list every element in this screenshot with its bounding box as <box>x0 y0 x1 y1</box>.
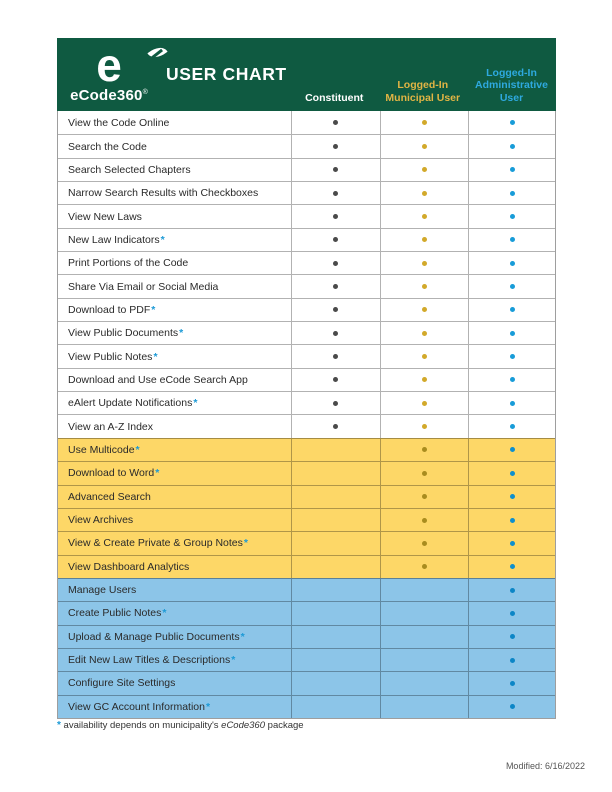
cell-municipal <box>380 532 469 554</box>
availability-dot-admin <box>510 144 515 149</box>
cell-municipal <box>380 649 469 671</box>
availability-dot-municipal <box>422 214 427 219</box>
table-row <box>58 508 555 531</box>
cell-admin <box>468 299 555 321</box>
cell-municipal <box>380 229 469 251</box>
availability-dot-municipal <box>422 307 427 312</box>
availability-asterisk: * <box>135 443 140 456</box>
cell-admin <box>468 649 555 671</box>
cell-admin <box>468 556 555 578</box>
footnote-brand: eCode360 <box>221 720 266 731</box>
availability-dot-municipal <box>422 354 427 359</box>
table-row <box>58 438 555 461</box>
availability-dot-constituent <box>333 354 338 359</box>
cell-constituent <box>291 696 380 718</box>
availability-asterisk: * <box>162 607 167 620</box>
table-row <box>58 158 555 181</box>
table-row <box>58 485 555 508</box>
availability-dot-constituent <box>333 261 338 266</box>
cell-municipal <box>380 509 469 531</box>
availability-asterisk: * <box>205 700 211 713</box>
cell-constituent <box>291 275 380 297</box>
modified-date: Modified: 6/16/2022 <box>505 761 585 771</box>
cell-admin <box>468 602 555 624</box>
availability-dot-constituent <box>333 237 338 242</box>
cell-municipal <box>380 486 469 508</box>
feature-label: Search the Code <box>68 140 147 153</box>
cell-admin <box>468 229 555 251</box>
cell-municipal <box>380 275 469 297</box>
table-row <box>58 391 555 414</box>
cell-municipal <box>380 696 469 718</box>
availability-dot-admin <box>510 424 515 429</box>
cell-admin <box>468 159 555 181</box>
cell-municipal <box>380 369 469 391</box>
availability-dot-municipal <box>422 144 427 149</box>
availability-dot-admin <box>510 261 515 266</box>
table-row <box>58 181 555 204</box>
cell-municipal <box>380 415 469 437</box>
logo-wordmark: eCode360® <box>70 87 148 104</box>
table-row <box>58 414 555 437</box>
availability-asterisk: * <box>153 350 158 363</box>
feature-label: Share Via Email or Social Media <box>68 280 219 293</box>
cell-municipal <box>380 322 469 344</box>
availability-dot-admin <box>510 331 515 336</box>
cell-constituent <box>291 509 380 531</box>
feature-label: New Law Indicators * <box>68 233 165 246</box>
cell-municipal <box>380 205 469 227</box>
cell-municipal <box>380 182 469 204</box>
cell-admin <box>468 252 555 274</box>
cell-constituent <box>291 205 380 227</box>
table-row <box>58 321 555 344</box>
table-body <box>57 111 556 719</box>
cell-admin <box>468 345 555 367</box>
column-header-admin: Logged-In Administrative User <box>475 66 548 104</box>
availability-dot-municipal <box>422 424 427 429</box>
availability-dot-constituent <box>333 401 338 406</box>
cell-admin <box>468 672 555 694</box>
section-all-users <box>58 111 555 438</box>
availability-asterisk: * <box>240 630 245 643</box>
table-row <box>58 601 555 624</box>
cell-admin <box>468 182 555 204</box>
feature-label: View the Code Online <box>68 116 170 129</box>
cell-municipal <box>380 556 469 578</box>
availability-dot-municipal <box>422 518 427 523</box>
availability-dot-admin <box>510 704 515 709</box>
availability-dot-admin <box>510 214 515 219</box>
feature-label: View Public Notes * <box>68 350 158 363</box>
availability-dot-admin <box>510 447 515 452</box>
feature-label: View an A-Z Index <box>68 420 154 433</box>
availability-dot-municipal <box>422 471 427 476</box>
cell-constituent <box>291 462 380 484</box>
availability-dot-admin <box>510 284 515 289</box>
table-header <box>57 38 556 111</box>
table-row <box>58 555 555 578</box>
cell-constituent <box>291 229 380 251</box>
footnote-text: availability depends on municipality's <box>63 720 222 731</box>
availability-dot-admin <box>510 541 515 546</box>
availability-dot-admin <box>510 634 515 639</box>
cell-constituent <box>291 602 380 624</box>
feature-label: View GC Account Information * <box>68 700 211 713</box>
availability-dot-municipal <box>422 120 427 125</box>
cell-admin <box>468 111 555 134</box>
cell-constituent <box>291 532 380 554</box>
cell-admin <box>468 275 555 297</box>
feature-label: Use Multicode * <box>68 443 140 456</box>
cell-constituent <box>291 252 380 274</box>
cell-admin <box>468 439 555 461</box>
cell-constituent <box>291 111 380 134</box>
table-row <box>58 461 555 484</box>
table-row <box>58 228 555 251</box>
availability-dot-admin <box>510 471 515 476</box>
availability-dot-municipal <box>422 191 427 196</box>
cell-admin <box>468 486 555 508</box>
availability-dot-admin <box>510 377 515 382</box>
cell-admin <box>468 696 555 718</box>
availability-dot-constituent <box>333 214 338 219</box>
feature-label: eAlert Update Notifications * <box>68 397 198 410</box>
availability-dot-admin <box>510 588 515 593</box>
table-row <box>58 251 555 274</box>
availability-dot-municipal <box>422 564 427 569</box>
logo-e-glyph: e <box>96 39 122 91</box>
feature-label: Search Selected Chapters <box>68 163 191 176</box>
cell-municipal <box>380 252 469 274</box>
cell-constituent <box>291 182 380 204</box>
table-row <box>58 531 555 554</box>
footnote-asterisk: * <box>57 720 61 731</box>
cell-municipal <box>380 345 469 367</box>
table-row <box>58 298 555 321</box>
footnote-suffix: package <box>265 720 304 731</box>
availability-dot-municipal <box>422 447 427 452</box>
availability-dot-municipal <box>422 541 427 546</box>
availability-dot-municipal <box>422 284 427 289</box>
cell-constituent <box>291 345 380 367</box>
registered-mark: ® <box>142 89 148 96</box>
availability-asterisk: * <box>179 327 184 340</box>
feature-label: Create Public Notes * <box>68 607 167 620</box>
cell-admin <box>468 579 555 601</box>
availability-dot-municipal <box>422 494 427 499</box>
cell-municipal <box>380 602 469 624</box>
availability-dot-constituent <box>333 331 338 336</box>
cell-municipal <box>380 159 469 181</box>
section-admin-users <box>58 578 555 718</box>
cell-constituent <box>291 556 380 578</box>
cell-admin <box>468 205 555 227</box>
cell-municipal <box>380 135 469 157</box>
availability-asterisk: * <box>231 654 236 667</box>
cell-municipal <box>380 462 469 484</box>
table-row <box>58 695 555 718</box>
cell-constituent <box>291 159 380 181</box>
feature-label: Advanced Search <box>68 490 151 503</box>
availability-asterisk: * <box>151 303 156 316</box>
feature-label: Upload & Manage Public Documents * <box>68 630 245 643</box>
table-row <box>58 625 555 648</box>
cell-constituent <box>291 672 380 694</box>
column-header-municipal: Logged-In Municipal User <box>385 79 461 104</box>
feature-label: Download and Use eCode Search App <box>68 373 248 386</box>
feature-label: Manage Users <box>68 584 137 597</box>
user-chart-table <box>57 38 556 719</box>
availability-dot-constituent <box>333 377 338 382</box>
cell-constituent <box>291 135 380 157</box>
brand-cell <box>57 38 290 111</box>
availability-dot-constituent <box>333 144 338 149</box>
availability-dot-municipal <box>422 377 427 382</box>
availability-dot-admin <box>510 681 515 686</box>
feature-label: Print Portions of the Code <box>68 257 189 270</box>
availability-dot-constituent <box>333 120 338 125</box>
column-header-constituent: Constituent <box>305 91 364 104</box>
availability-asterisk: * <box>243 537 248 550</box>
availability-dot-municipal <box>422 261 427 266</box>
cell-municipal <box>380 392 469 414</box>
cell-constituent <box>291 415 380 437</box>
availability-dot-admin <box>510 354 515 359</box>
cell-municipal <box>380 626 469 648</box>
cell-constituent <box>291 579 380 601</box>
availability-dot-municipal <box>422 331 427 336</box>
cell-admin <box>468 369 555 391</box>
table-row <box>58 204 555 227</box>
availability-dot-admin <box>510 307 515 312</box>
table-row <box>58 111 555 134</box>
feature-label: View & Create Private & Group Notes * <box>68 537 248 550</box>
availability-dot-admin <box>510 191 515 196</box>
availability-dot-constituent <box>333 167 338 172</box>
availability-dot-municipal <box>422 401 427 406</box>
cell-constituent <box>291 486 380 508</box>
cell-constituent <box>291 439 380 461</box>
availability-dot-admin <box>510 167 515 172</box>
availability-dot-municipal <box>422 237 427 242</box>
cell-constituent <box>291 392 380 414</box>
table-row <box>58 648 555 671</box>
cell-admin <box>468 509 555 531</box>
availability-dot-admin <box>510 237 515 242</box>
cell-admin <box>468 135 555 157</box>
availability-dot-admin <box>510 564 515 569</box>
cell-constituent <box>291 322 380 344</box>
availability-dot-municipal <box>422 167 427 172</box>
availability-dot-admin <box>510 658 515 663</box>
page-title: USER CHART <box>166 64 287 84</box>
feature-label: View Dashboard Analytics <box>68 560 190 573</box>
ecode360-logo <box>66 39 152 104</box>
availability-dot-admin <box>510 401 515 406</box>
feature-label: View Archives <box>68 514 134 527</box>
cell-municipal <box>380 672 469 694</box>
cell-municipal <box>380 439 469 461</box>
cell-admin <box>468 392 555 414</box>
cell-municipal <box>380 111 469 134</box>
availability-dot-constituent <box>333 284 338 289</box>
availability-dot-admin <box>510 120 515 125</box>
feature-label: View New Laws <box>68 210 142 223</box>
feature-label: Download to Word * <box>68 467 160 480</box>
availability-dot-constituent <box>333 307 338 312</box>
table-row <box>58 368 555 391</box>
cell-admin <box>468 322 555 344</box>
cell-admin <box>468 462 555 484</box>
feature-label: Edit New Law Titles & Descriptions * <box>68 654 236 667</box>
availability-dot-admin <box>510 611 515 616</box>
cell-admin <box>468 626 555 648</box>
availability-asterisk: * <box>155 467 160 480</box>
availability-dot-constituent <box>333 191 338 196</box>
feature-label: Narrow Search Results with Checkboxes <box>68 187 259 200</box>
availability-asterisk: * <box>193 397 198 410</box>
table-row <box>58 671 555 694</box>
feature-label: View Public Documents * <box>68 327 184 340</box>
cell-constituent <box>291 299 380 321</box>
availability-dot-admin <box>510 494 515 499</box>
table-row <box>58 578 555 601</box>
section-municipal-users <box>58 438 555 578</box>
feature-label: Download to PDF * <box>68 303 156 316</box>
cell-constituent <box>291 626 380 648</box>
cell-admin <box>468 532 555 554</box>
cell-municipal <box>380 299 469 321</box>
cell-constituent <box>291 369 380 391</box>
cell-constituent <box>291 649 380 671</box>
table-row <box>58 274 555 297</box>
cell-admin <box>468 415 555 437</box>
availability-asterisk: * <box>160 233 165 246</box>
table-row <box>58 134 555 157</box>
feature-label: Configure Site Settings <box>68 677 176 690</box>
availability-dot-constituent <box>333 424 338 429</box>
footnote <box>57 720 304 731</box>
table-row <box>58 344 555 367</box>
cell-municipal <box>380 579 469 601</box>
availability-dot-admin <box>510 518 515 523</box>
